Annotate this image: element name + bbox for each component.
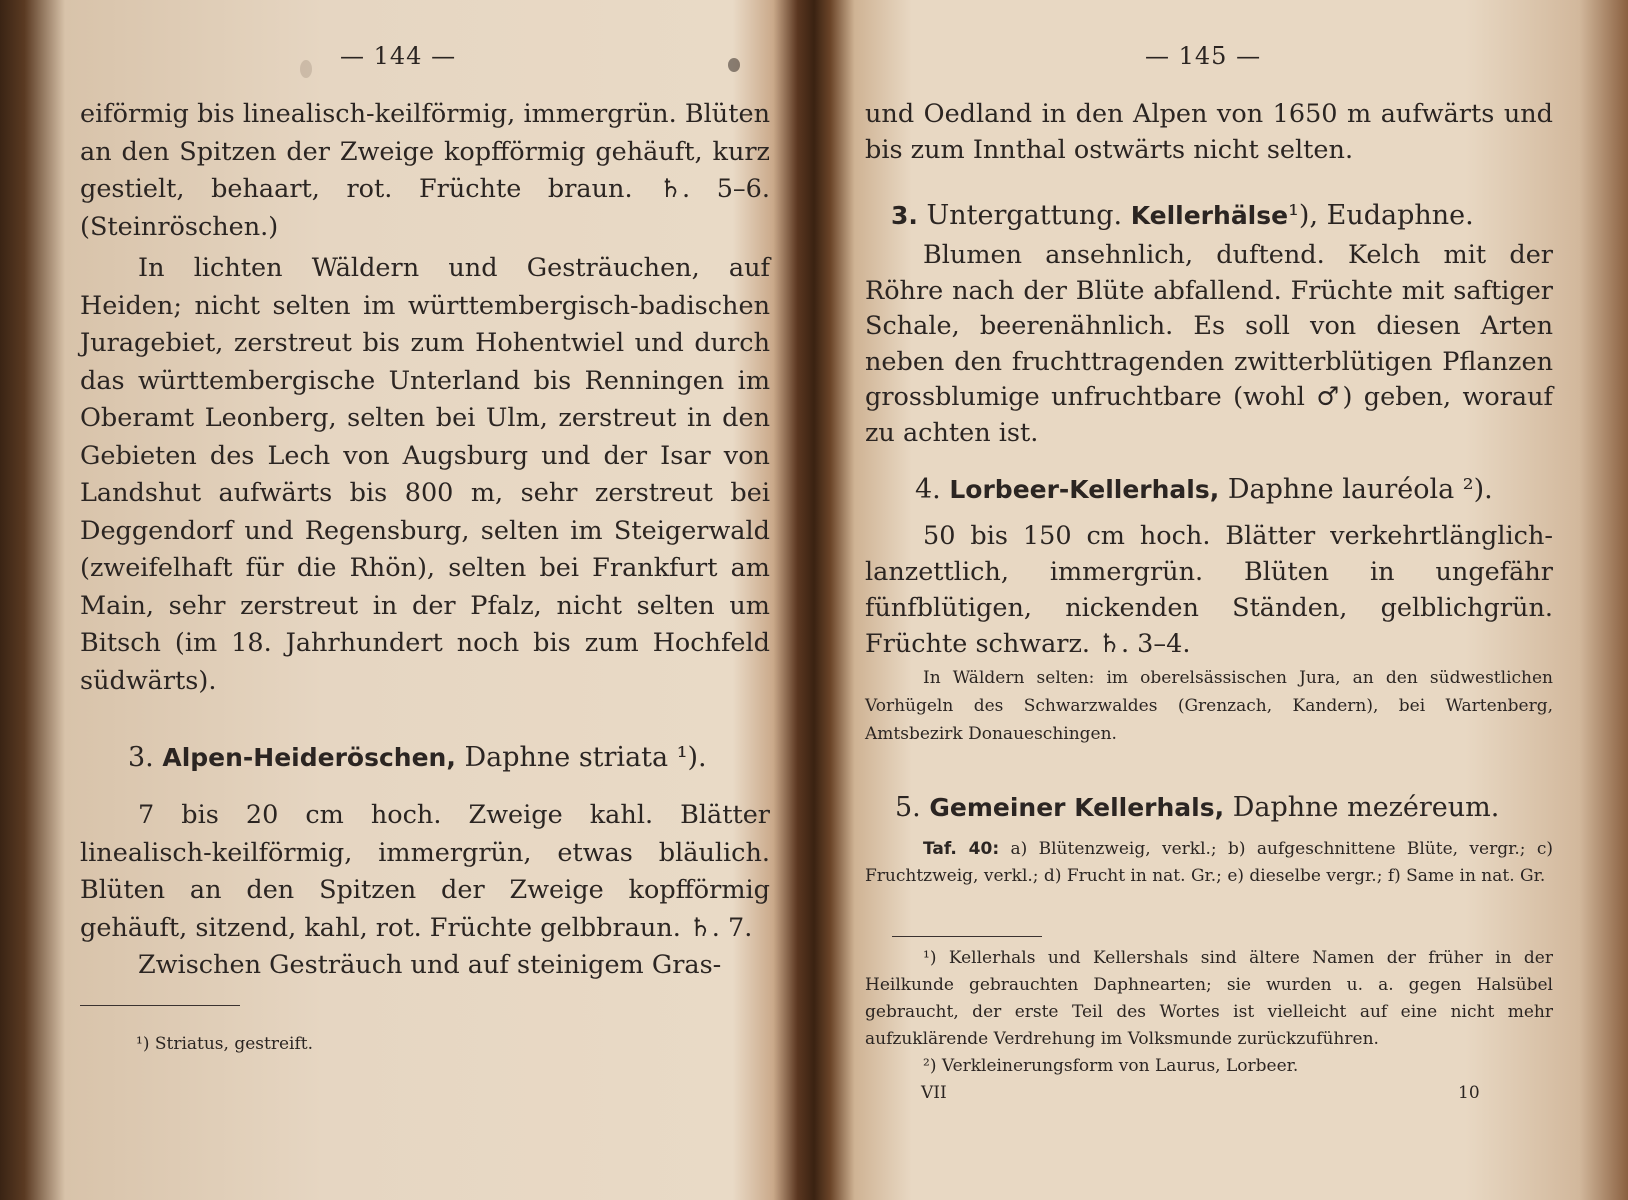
heading-name: Gemeiner Kellerhals, xyxy=(929,793,1225,822)
text-block xyxy=(80,797,770,985)
section-heading xyxy=(895,788,1555,828)
footnote: ¹) Kellerhals und Kellershals sind ältere Namen der früher in der Heilkunde gebrauchten Daphnearten; sie wurden u. a. gegen Halsübel gebraucht, der erste Teil des Wortes ist vielleicht auf eine nicht mehr aufzuklärende Verdrehung im Volksmunde zurückzuführen. xyxy=(865,948,1553,1049)
footnote-rule xyxy=(80,1005,240,1006)
heading-label: Untergattung. xyxy=(926,200,1123,231)
section-heading xyxy=(128,738,768,778)
signature-number: 10 xyxy=(1458,1083,1480,1103)
paragraph: und Oedland in den Alpen von 1650 m aufwärts und bis zum Innthal ostwärts nicht selten. xyxy=(865,99,1553,165)
heading-name: Lorbeer-Kellerhals, xyxy=(949,475,1220,504)
paragraph: 50 bis 150 cm hoch. Blätter verkehrtlänglich-lanzettlich, immergrün. Blüten in ungefähr fünfblütigen, nickenden Ständen, gelblichgrün. Früchte schwarz. ♄. 3–4. xyxy=(865,521,1553,659)
heading-name: Alpen-Heideröschen, xyxy=(162,743,456,772)
paragraph: In lichten Wäldern und Gesträuchen, auf Heiden; nicht selten im württembergisch-badischen Juragebiet, zerstreut bis zum Hohentwiel und durch das württembergische Unterland bis Renningen im Oberamt Leonberg, selten bei Ulm, zerstreut in den Gebieten des Lech von Augsburg und der Isar von Landshut aufwärts bis 800 m, sehr zerstreut bei Deggendorf und Regensburg, selten im Steigerwald (zweifelhaft für die Rhön), selten bei Frankfurt am Main, sehr zerstreut in der Pfalz, nicht selten um Bitsch (im 18. Jahrhundert noch bis zum Hochfeld südwärts). xyxy=(80,253,770,696)
heading-number: 3. xyxy=(128,742,154,773)
page-number: — 144 — xyxy=(340,42,457,70)
heading-number: 4. xyxy=(915,474,941,505)
plate-label: Taf. 40: xyxy=(923,839,1000,859)
heading-name: Kellerhälse xyxy=(1130,201,1289,230)
heading-latin: ¹), Eudaphne. xyxy=(1288,200,1474,231)
plate-text: a) Blütenzweig, verkl.; b) aufgeschnittene Blüte, vergr.; c) Fruchtzweig, verkl.; d) Frucht in nat. Gr.; e) dieselbe vergr.; f) Same in nat. Gr. xyxy=(865,839,1553,886)
text-block xyxy=(865,518,1553,748)
heading-number: 5. xyxy=(895,792,921,823)
paragraph: 7 bis 20 cm hoch. Zweige kahl. Blätter linealisch-keilförmig, immergrün, etwas bläulich. Blüten an den Spitzen der Zweige kopfförmig gehäuft, sitzend, kahl, rot. Früchte gelbbraun. ♄. 7. xyxy=(80,800,770,943)
text-block xyxy=(80,96,770,700)
left-page xyxy=(0,0,800,1200)
footnote: ²) Verkleinerungsform von Laurus, Lorbeer. xyxy=(923,1056,1299,1076)
text-block xyxy=(865,238,1553,451)
page-number: — 145 — xyxy=(1145,42,1262,70)
heading-latin: Daphne striata ¹). xyxy=(464,742,707,773)
paragraph: Blumen ansehnlich, duftend. Kelch mit der Röhre nach der Blüte abfallend. Früchte mit saftiger Schale, beerenähnlich. Es soll von diesen Arten neben den fruchttragenden zwitterblütigen Pflanzen grossblumige unfruchtbare (wohl ♂) geben, worauf zu achten ist. xyxy=(865,240,1553,448)
heading-number: 3. xyxy=(891,201,918,230)
heading-latin: Daphne lauréola ²). xyxy=(1227,474,1493,505)
signature-mark: VII xyxy=(921,1083,947,1103)
paragraph: eiförmig bis linealisch-keilförmig, immergrün. Blüten an den Spitzen der Zweige kopfförmig gehäuft, kurz gestielt, behaart, rot. Früchte braun. ♄. 5–6. (Steinröschen.) xyxy=(80,99,770,242)
right-page xyxy=(815,0,1628,1200)
paragraph: Zwischen Gesträuch und auf steinigem Gras- xyxy=(138,950,722,980)
section-heading xyxy=(915,470,1555,510)
footnotes xyxy=(865,945,1553,1080)
paragraph-small: In Wäldern selten: im oberelsässischen Jura, an den südwestlichen Vorhügeln des Schwarzwaldes (Grenzach, Kandern), bei Wartenberg, Amtsbezirk Donaueschingen. xyxy=(865,668,1553,744)
heading-latin: Daphne mezéreum. xyxy=(1232,792,1500,823)
plate-reference xyxy=(865,836,1553,890)
section-heading xyxy=(891,196,1551,236)
text-block xyxy=(865,96,1553,168)
footnote: ¹) Striatus, gestreift. xyxy=(136,1034,313,1054)
footnote-rule xyxy=(892,936,1042,937)
